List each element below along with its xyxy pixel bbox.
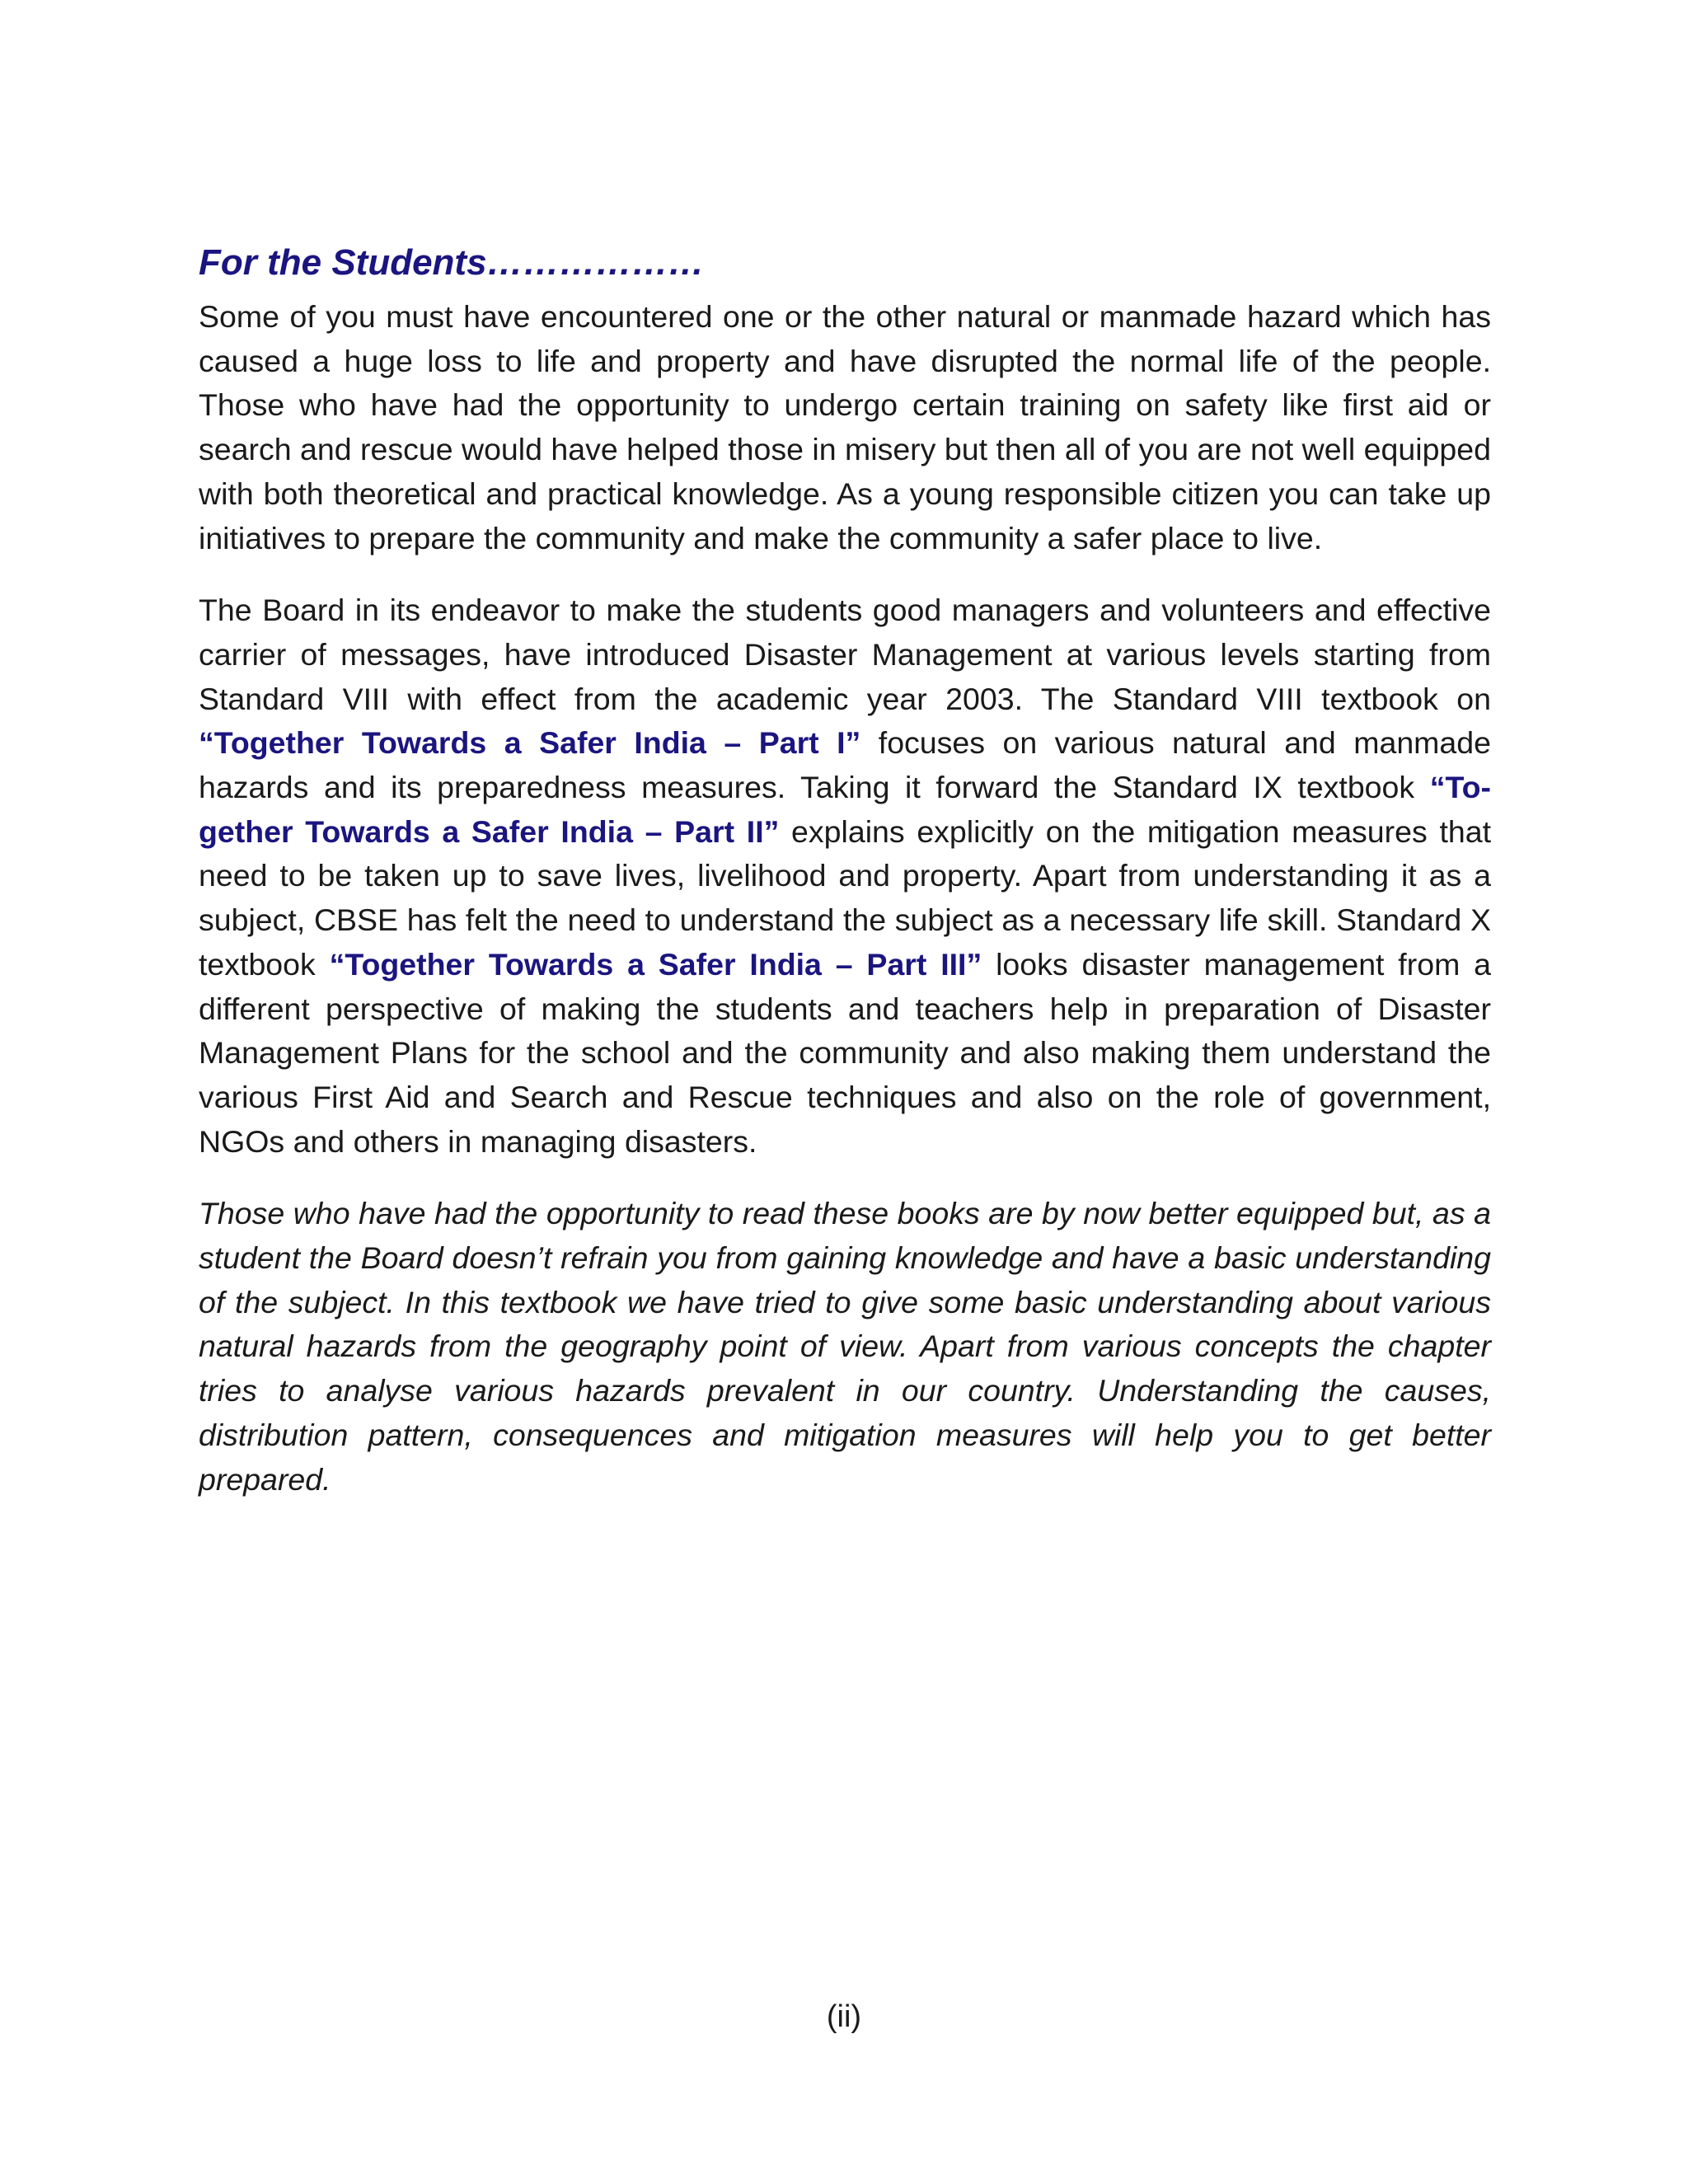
paragraph-text: explains explicitly on the mitigation measures that need to be taken up to save lives, livelihood and property. Apart from understanding it as a subject, CBSE has felt the need to understand the subject as a necessary life skill. Standard X textbook	[199, 813, 1491, 982]
page-number: (ii)	[826, 1999, 862, 2034]
paragraph-text: looks disaster management from a different perspective of making the students and teachers help in preparation of Disaster Management Plans for the school and the community and also making them understand the various First Aid and Search and Rescue techniques and also on the role of government, NGOs and others in managing disasters.	[199, 946, 1491, 1159]
intro-paragraph: Some of you must have encountered one or the other natural or manmade hazard which has caused a huge loss to life and property and have disrupted the normal life of the people. Those who have had the opportunity to undergo certain training on safety like first aid or search and rescue would have helped those in misery but then all of you are not well equipped with both theoretical and practical knowledge. As a young responsible citizen you can take up initiatives to prepare the community and make the community a safer place to live.	[199, 299, 1491, 555]
book-title-part-3: “Together Towards a Safer India – Part III”	[329, 946, 982, 982]
paragraph-text: The Board in its endeavor to make the students good managers and volunteers and effective carrier of messages, have introduced Disaster Management at various levels starting from Standard VIII with effect from the academic year 2003. The Standard VIII textbook on	[199, 593, 1491, 716]
page-content	[199, 241, 1491, 1530]
closing-paragraph: Those who have had the opportunity to read these books are by now better equipped but, as a student the Board doesn’t refrain you from gaining knowledge and have a basic understanding of the subject. In this textbook we have tried to give some basic understanding about various natural hazards from the geography point of view. Apart from various concepts the chapter tries to analyse various hazards prevalent in our country. Understanding the causes, distribution pattern, consequences and mitigation measures will help you to get better prepared.	[199, 1196, 1491, 1497]
board-paragraph	[199, 588, 1491, 1164]
book-title-part-1: “Together Towards a Safer India – Part I”	[199, 725, 861, 761]
paragraph-text: focuses on various natural and manmade hazards and its preparedness measures. Taking it forward the Standard IX textbook	[199, 725, 1491, 805]
section-heading: For the Students………………	[199, 242, 705, 283]
book-title-part-2: “Together Towards a Safer India – Part II”	[199, 770, 1491, 849]
